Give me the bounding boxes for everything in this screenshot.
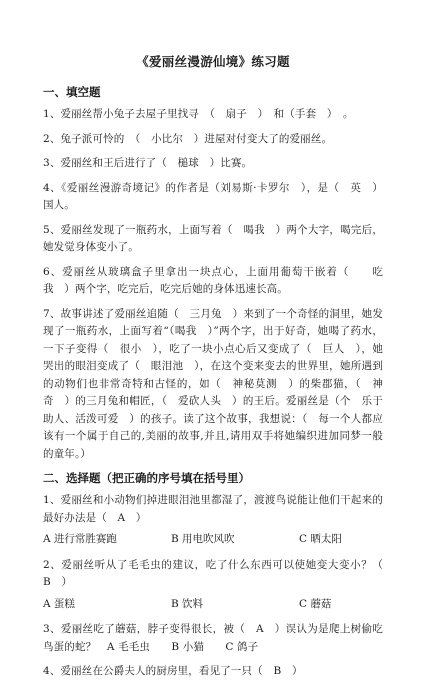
choice-question-3: 3、爱丽丝吃了蘑菇，脖子变得很长，被（ A ）误认为是爬上树偷吃鸟蛋的蛇？ A 毛毛虫 B 小猫 C 鸽子 <box>43 623 383 653</box>
fill-question-3: 3、爱丽丝和王后进行了（ 槌球 ）比赛。 <box>43 157 253 169</box>
fill-question-5: 5、爱丽丝发现了一瓶药水，上面写着（ 喝我 ）两个大字，喝完后，她发觉身体变小了。 <box>43 223 383 253</box>
page-title: 《爱丽丝漫游仙境》练习题 <box>136 54 290 69</box>
choice-option: C 蘑菇 <box>299 597 332 610</box>
fill-question-2: 2、兔子派可怜的 （ 小比尔 ）进屋对付变大了的爱丽丝。 <box>43 132 333 145</box>
choice-option: B 饮料 <box>171 597 204 610</box>
choice-option: C 晒太阳 <box>299 533 342 545</box>
choice-options-1 <box>43 531 383 549</box>
fill-question-6: 6、爱丽丝从玻璃盒子里拿出一块点心，上面用葡萄干嵌着（ 吃我 ）两个字，吃完后，吃完后她的身体迅速长高。 <box>43 265 383 295</box>
choice-question-2: 2、爱丽丝听从了毛毛虫的建议，吃了什么东西可以使她变大变小？（ B ） <box>43 558 394 588</box>
choice-option: A 进行常胜赛跑 <box>43 533 117 545</box>
fill-question-1: 1、爱丽丝帮小兔子去屋子里找寻 （ 扇子 ） 和（手套 ） 。 <box>43 108 354 120</box>
choice-option: A 蛋糕 <box>43 597 75 610</box>
choice-question-4: 4、爱丽丝在公爵夫人的厨房里，看见了一只（ B ） <box>43 665 303 677</box>
section-heading-choice: 二、选择题（把正确的序号填在括号里） <box>43 471 250 485</box>
section-heading-fill: 一、填空题 <box>43 85 101 99</box>
fill-question-4: 4、《爱丽丝漫游奇境记》的作者是（刘易斯·卡罗尔 ），是（ 英 ）国人。 <box>43 181 383 211</box>
choice-question-1: 1、爱丽丝和小动物们掉进眼泪池里都湿了，渡渡鸟说能让他们干起来的最好办法是（ A ） <box>43 494 383 524</box>
fill-question-7: 7、故事讲述了爱丽丝追随（ 三月兔 ）来到了一个奇怪的洞里，她发现了一瓶药水，上面写着“（喝我 ）”两个字，出于好奇，她喝了药水，一下子变得（ 很小 ），吃了一块小点心后又变成了（ 巨人 ），她哭出的眼泪变成了（ 眼泪池 ），在这个变来变去的世界里，她所遇到的动物们也非常奇特和古怪的，如（ 神秘莫测 ）的柴郡猫，（ 神奇 ）的三月兔和帽匠，（ 爱砍人头 ）的王后。爱丽丝是（个 乐于助人、活泼可爱 ）的孩子。读了这个故事，我想说：（ 每一个人都应该有一个属于自己的,美丽的故事,并且,请用双手将她编织进加同梦一般的童年。） <box>43 307 383 460</box>
choice-option: B 用电吹风吹 <box>171 533 235 545</box>
choice-options-2 <box>43 596 383 614</box>
